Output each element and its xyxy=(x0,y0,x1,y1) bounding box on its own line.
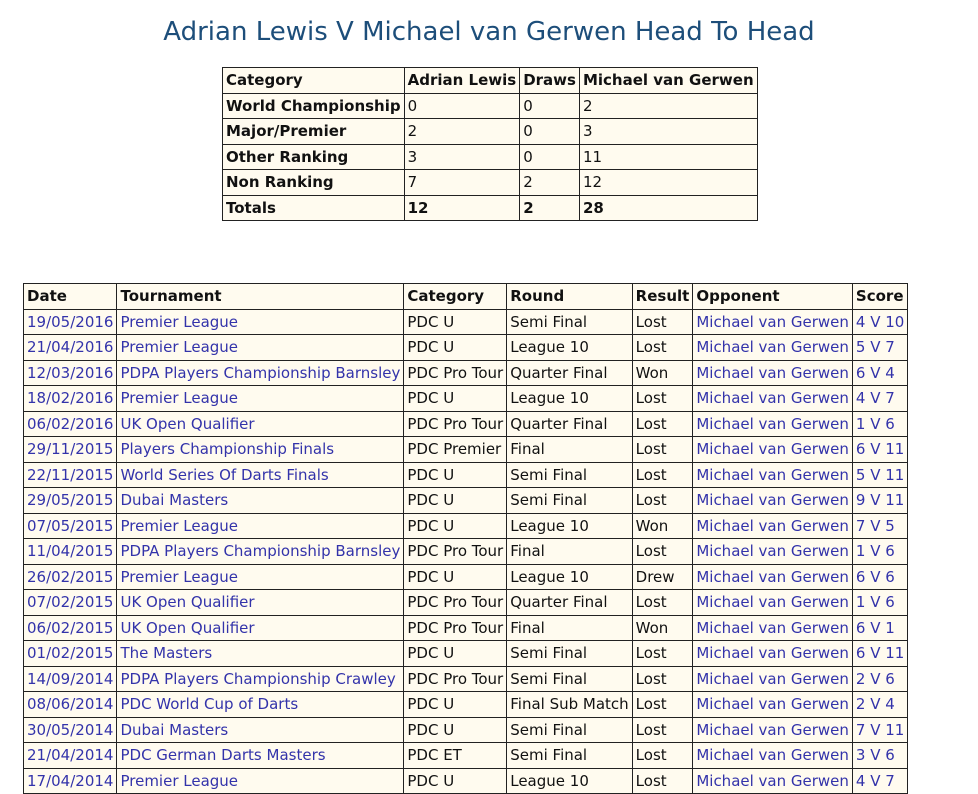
table-row xyxy=(24,743,908,769)
opponent-link[interactable]: Michael van Gerwen xyxy=(693,360,853,386)
category-cell: PDC ET xyxy=(404,743,507,769)
opponent-link[interactable]: Michael van Gerwen xyxy=(693,743,853,769)
round-cell: Semi Final xyxy=(507,717,632,743)
table-row xyxy=(24,666,908,692)
opponent-link[interactable]: Michael van Gerwen xyxy=(693,386,853,412)
date-link[interactable]: 22/11/2015 xyxy=(24,462,117,488)
result-cell: Lost xyxy=(632,641,693,667)
date-link[interactable]: 21/04/2016 xyxy=(24,335,117,361)
category-cell: PDC Pro Tour xyxy=(404,360,507,386)
date-link[interactable]: 06/02/2016 xyxy=(24,411,117,437)
score-link[interactable]: 1 V 6 xyxy=(852,411,907,437)
table-row xyxy=(24,590,908,616)
opponent-link[interactable]: Michael van Gerwen xyxy=(693,666,853,692)
summary-row xyxy=(223,144,758,170)
summary-player2-cell: 12 xyxy=(579,170,757,196)
category-cell: PDC Premier xyxy=(404,437,507,463)
score-link[interactable]: 4 V 10 xyxy=(852,309,907,335)
opponent-link[interactable]: Michael van Gerwen xyxy=(693,309,853,335)
category-cell: PDC U xyxy=(404,335,507,361)
result-cell: Lost xyxy=(632,539,693,565)
table-row xyxy=(24,462,908,488)
result-cell: Lost xyxy=(632,768,693,794)
result-cell: Won xyxy=(632,360,693,386)
date-link[interactable]: 26/02/2015 xyxy=(24,564,117,590)
summary-player2-cell: 11 xyxy=(579,144,757,170)
category-cell: PDC U xyxy=(404,768,507,794)
summary-player2-cell: 3 xyxy=(579,119,757,145)
score-link[interactable]: 6 V 4 xyxy=(852,360,907,386)
summary-player2-cell: 2 xyxy=(579,93,757,119)
table-row xyxy=(24,386,908,412)
result-cell: Lost xyxy=(632,717,693,743)
opponent-link[interactable]: Michael van Gerwen xyxy=(693,539,853,565)
header-round: Round xyxy=(507,284,632,310)
score-link[interactable]: 5 V 7 xyxy=(852,335,907,361)
result-cell: Lost xyxy=(632,437,693,463)
summary-draws-cell: 0 xyxy=(520,144,580,170)
summary-header-player2: Michael van Gerwen xyxy=(579,68,757,94)
score-link[interactable]: 6 V 11 xyxy=(852,437,907,463)
opponent-link[interactable]: Michael van Gerwen xyxy=(693,335,853,361)
opponent-link[interactable]: Michael van Gerwen xyxy=(693,768,853,794)
summary-table xyxy=(222,67,758,221)
tournament-link[interactable]: Dubai Masters xyxy=(117,717,404,743)
tournament-link[interactable]: Players Championship Finals xyxy=(117,437,404,463)
result-cell: Lost xyxy=(632,309,693,335)
result-cell: Lost xyxy=(632,743,693,769)
date-link[interactable]: 29/05/2015 xyxy=(24,488,117,514)
result-cell: Lost xyxy=(632,386,693,412)
table-row xyxy=(24,411,908,437)
tournament-link[interactable]: Premier League xyxy=(117,513,404,539)
summary-row xyxy=(223,93,758,119)
date-link[interactable]: 11/04/2015 xyxy=(24,539,117,565)
tournament-link[interactable]: PDPA Players Championship Barnsley xyxy=(117,539,404,565)
result-cell: Won xyxy=(632,513,693,539)
tournament-link[interactable]: Premier League xyxy=(117,564,404,590)
totals-player2-cell: 28 xyxy=(579,195,757,221)
table-row xyxy=(24,641,908,667)
totals-draws-cell: 2 xyxy=(520,195,580,221)
table-row xyxy=(24,539,908,565)
category-cell: PDC U xyxy=(404,692,507,718)
summary-category-cell: World Championship xyxy=(223,93,405,119)
summary-player1-cell: 3 xyxy=(404,144,520,170)
header-category: Category xyxy=(404,284,507,310)
round-cell: Final Sub Match xyxy=(507,692,632,718)
opponent-link[interactable]: Michael van Gerwen xyxy=(693,488,853,514)
summary-draws-cell: 0 xyxy=(520,93,580,119)
date-link[interactable]: 17/04/2014 xyxy=(24,768,117,794)
tournament-link[interactable]: The Masters xyxy=(117,641,404,667)
summary-header-player1: Adrian Lewis xyxy=(404,68,520,94)
summary-totals-row xyxy=(223,195,758,221)
date-link[interactable]: 07/02/2015 xyxy=(24,590,117,616)
round-cell: League 10 xyxy=(507,768,632,794)
date-link[interactable]: 07/05/2015 xyxy=(24,513,117,539)
opponent-link[interactable]: Michael van Gerwen xyxy=(693,411,853,437)
summary-header-draws: Draws xyxy=(520,68,580,94)
round-cell: Semi Final xyxy=(507,462,632,488)
category-cell: PDC Pro Tour xyxy=(404,539,507,565)
opponent-link[interactable]: Michael van Gerwen xyxy=(693,717,853,743)
summary-header-row xyxy=(223,68,758,94)
date-link[interactable]: 19/05/2016 xyxy=(24,309,117,335)
tournament-link[interactable]: Dubai Masters xyxy=(117,488,404,514)
table-row xyxy=(24,309,908,335)
score-link[interactable]: 6 V 11 xyxy=(852,641,907,667)
date-link[interactable]: 30/05/2014 xyxy=(24,717,117,743)
summary-player1-cell: 7 xyxy=(404,170,520,196)
summary-header-category: Category xyxy=(223,68,405,94)
result-cell: Lost xyxy=(632,411,693,437)
score-link[interactable]: 4 V 7 xyxy=(852,768,907,794)
matches-header-row xyxy=(24,284,908,310)
opponent-link[interactable]: Michael van Gerwen xyxy=(693,513,853,539)
category-cell: PDC Pro Tour xyxy=(404,411,507,437)
round-cell: League 10 xyxy=(507,335,632,361)
score-link[interactable]: 1 V 6 xyxy=(852,539,907,565)
summary-row xyxy=(223,170,758,196)
totals-category-cell: Totals xyxy=(223,195,405,221)
matches-table xyxy=(23,283,908,794)
category-cell: PDC U xyxy=(404,386,507,412)
date-link[interactable]: 29/11/2015 xyxy=(24,437,117,463)
table-row xyxy=(24,692,908,718)
category-cell: PDC U xyxy=(404,513,507,539)
table-row xyxy=(24,437,908,463)
round-cell: Final xyxy=(507,615,632,641)
date-link[interactable]: 21/04/2014 xyxy=(24,743,117,769)
category-cell: PDC U xyxy=(404,488,507,514)
category-cell: PDC U xyxy=(404,564,507,590)
score-link[interactable]: 3 V 6 xyxy=(852,743,907,769)
round-cell: Quarter Final xyxy=(507,590,632,616)
header-date: Date xyxy=(24,284,117,310)
result-cell: Lost xyxy=(632,590,693,616)
summary-draws-cell: 2 xyxy=(520,170,580,196)
table-row xyxy=(24,564,908,590)
category-cell: PDC Pro Tour xyxy=(404,666,507,692)
tournament-link[interactable]: Premier League xyxy=(117,386,404,412)
round-cell: League 10 xyxy=(507,513,632,539)
tournament-link[interactable]: Premier League xyxy=(117,309,404,335)
round-cell: League 10 xyxy=(507,564,632,590)
result-cell: Won xyxy=(632,615,693,641)
round-cell: Semi Final xyxy=(507,743,632,769)
tournament-link[interactable]: Premier League xyxy=(117,335,404,361)
result-cell: Lost xyxy=(632,488,693,514)
header-result: Result xyxy=(632,284,693,310)
table-row xyxy=(24,360,908,386)
header-tournament: Tournament xyxy=(117,284,404,310)
tournament-link[interactable]: PDPA Players Championship Barnsley xyxy=(117,360,404,386)
summary-player1-cell: 2 xyxy=(404,119,520,145)
opponent-link[interactable]: Michael van Gerwen xyxy=(693,692,853,718)
date-link[interactable]: 08/06/2014 xyxy=(24,692,117,718)
result-cell: Lost xyxy=(632,335,693,361)
totals-player1-cell: 12 xyxy=(404,195,520,221)
round-cell: Semi Final xyxy=(507,309,632,335)
table-row xyxy=(24,488,908,514)
date-link[interactable]: 18/02/2016 xyxy=(24,386,117,412)
tournament-link[interactable]: UK Open Qualifier xyxy=(117,411,404,437)
date-link[interactable]: 06/02/2015 xyxy=(24,615,117,641)
summary-row xyxy=(223,119,758,145)
opponent-link[interactable]: Michael van Gerwen xyxy=(693,437,853,463)
category-cell: PDC Pro Tour xyxy=(404,590,507,616)
tournament-link[interactable]: World Series Of Darts Finals xyxy=(117,462,404,488)
score-link[interactable]: 2 V 6 xyxy=(852,666,907,692)
round-cell: Semi Final xyxy=(507,641,632,667)
score-link[interactable]: 5 V 11 xyxy=(852,462,907,488)
score-link[interactable]: 1 V 6 xyxy=(852,590,907,616)
result-cell: Lost xyxy=(632,692,693,718)
summary-draws-cell: 0 xyxy=(520,119,580,145)
round-cell: Quarter Final xyxy=(507,411,632,437)
header-score: Score xyxy=(852,284,907,310)
tournament-link[interactable]: PDPA Players Championship Crawley xyxy=(117,666,404,692)
tournament-link[interactable]: UK Open Qualifier xyxy=(117,590,404,616)
summary-category-cell: Non Ranking xyxy=(223,170,405,196)
date-link[interactable]: 12/03/2016 xyxy=(24,360,117,386)
score-link[interactable]: 6 V 1 xyxy=(852,615,907,641)
tournament-link[interactable]: UK Open Qualifier xyxy=(117,615,404,641)
score-link[interactable]: 9 V 11 xyxy=(852,488,907,514)
opponent-link[interactable]: Michael van Gerwen xyxy=(693,564,853,590)
score-link[interactable]: 6 V 6 xyxy=(852,564,907,590)
summary-player1-cell: 0 xyxy=(404,93,520,119)
tournament-link[interactable]: PDC World Cup of Darts xyxy=(117,692,404,718)
score-link[interactable]: 7 V 5 xyxy=(852,513,907,539)
category-cell: PDC U xyxy=(404,309,507,335)
date-link[interactable]: 01/02/2015 xyxy=(24,641,117,667)
category-cell: PDC U xyxy=(404,462,507,488)
score-link[interactable]: 4 V 7 xyxy=(852,386,907,412)
score-link[interactable]: 2 V 4 xyxy=(852,692,907,718)
round-cell: Quarter Final xyxy=(507,360,632,386)
category-cell: PDC U xyxy=(404,717,507,743)
round-cell: Semi Final xyxy=(507,666,632,692)
result-cell: Lost xyxy=(632,462,693,488)
result-cell: Lost xyxy=(632,666,693,692)
summary-category-cell: Other Ranking xyxy=(223,144,405,170)
table-row xyxy=(24,335,908,361)
opponent-link[interactable]: Michael van Gerwen xyxy=(693,462,853,488)
date-link[interactable]: 14/09/2014 xyxy=(24,666,117,692)
opponent-link[interactable]: Michael van Gerwen xyxy=(693,641,853,667)
round-cell: Semi Final xyxy=(507,488,632,514)
category-cell: PDC Pro Tour xyxy=(404,615,507,641)
round-cell: Final xyxy=(507,437,632,463)
summary-category-cell: Major/Premier xyxy=(223,119,405,145)
table-row xyxy=(24,615,908,641)
table-row xyxy=(24,717,908,743)
category-cell: PDC U xyxy=(404,641,507,667)
result-cell: Drew xyxy=(632,564,693,590)
page-title: Adrian Lewis V Michael van Gerwen Head To Head xyxy=(163,17,815,47)
opponent-link[interactable]: Michael van Gerwen xyxy=(693,615,853,641)
opponent-link[interactable]: Michael van Gerwen xyxy=(693,590,853,616)
score-link[interactable]: 7 V 11 xyxy=(852,717,907,743)
header-opponent: Opponent xyxy=(693,284,853,310)
table-row xyxy=(24,768,908,794)
table-row xyxy=(24,513,908,539)
round-cell: League 10 xyxy=(507,386,632,412)
tournament-link[interactable]: PDC German Darts Masters xyxy=(117,743,404,769)
tournament-link[interactable]: Premier League xyxy=(117,768,404,794)
round-cell: Final xyxy=(507,539,632,565)
